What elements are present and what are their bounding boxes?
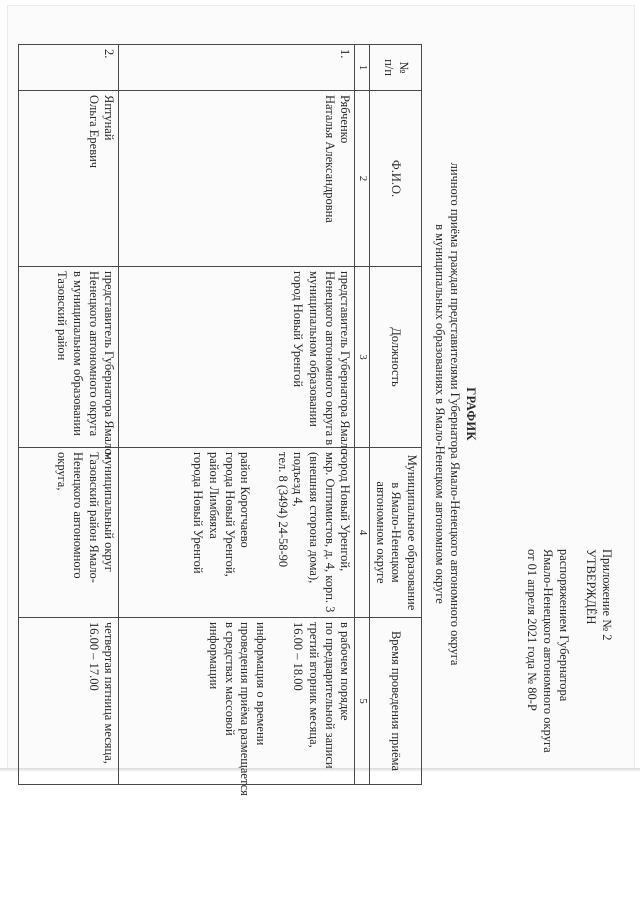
row-number: 2. [19,45,119,91]
header-time: Время проведения приёма [370,618,422,785]
row-time: в рабочем порядке по предварительной записи третий вторник месяца, 16.00 – 18.00 информация о времени проведения приёма размещается в средствах массовой информации [119,618,355,785]
row-name: Рябченко Наталья Александровна [119,91,355,267]
document-subtitle: личного приёма граждан представителями Губернатора Ямало-Ненецкого автономного округа [448,162,463,666]
column-number-row [355,45,370,785]
row-position: представитель Губернатора Ямало- Ненецкого автономного округа в муниципальном образовании Тазовский район [19,267,119,448]
appendix-label: Приложение № 2 [600,549,614,641]
document-subtitle: в муниципальных образованиях в Ямало-Ненецком автономном округе [432,224,447,604]
header-number: № п/п [370,45,422,91]
row-municipality: город Новый Уренгой, мкр. Оптимистов, д. 4, корп. 3 (внешняя сторона дома), подъезд 4, тел. 8 (3494) 24-58-90 район Коротчаево города Новый Уренгой, район Лимбяяха города Новый Уренгой [119,448,355,618]
column-number: 3 [355,267,370,448]
header-position: Должность [370,267,422,448]
row-time: четвертая пятница месяца, 16.00 – 17.00 [19,618,119,785]
row-municipality: муниципальный округ Тазовский район Ямало- Ненецкого автономного округа, [19,448,119,618]
table-header-row [370,45,422,785]
document-title: ГРАФИК [464,387,478,441]
approval-line: Ямало-Ненецкого автономного округа [541,549,556,753]
row-position: представитель Губернатора Ямало- Ненецкого автономного округа в муниципальном образовании город Новый Уренгой [119,267,355,448]
approval-line: распоряжением Губернатора [556,549,571,702]
row-number: 1. [119,45,355,91]
header-name: Ф.И.О. [370,91,422,267]
document-heading [431,44,478,784]
approved-label: УТВЕРЖДЁН [584,549,599,625]
column-number: 2 [355,91,370,267]
document-body [55,44,638,796]
approval-line: от 01 апреля 2021 года № 80-Р [525,549,540,711]
column-number: 1 [355,45,370,91]
schedule-table [18,44,422,796]
approval-block [524,549,614,789]
column-number: 5 [355,618,370,785]
table-row [19,45,119,785]
table-row [119,45,355,785]
column-number: 4 [355,448,370,618]
header-municipality: Муниципальное образование в Ямало-Ненецком автономном округе [370,448,422,618]
row-name: Яптунай Ольга Еревич [19,91,119,267]
